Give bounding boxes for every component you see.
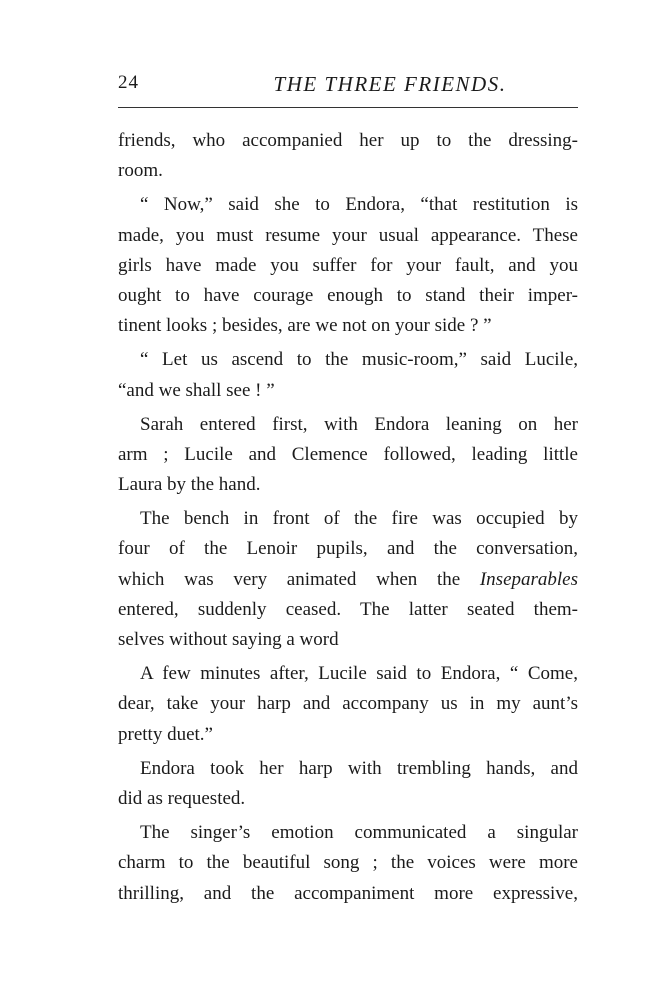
text-line: selves without saying a word bbox=[118, 629, 339, 650]
text-line: Endora took her harp with trembling hands, and bbox=[140, 757, 578, 779]
text-line: pretty duet.” bbox=[118, 723, 213, 745]
text-line: Laura by the hand. bbox=[118, 474, 261, 496]
paragraph bbox=[118, 754, 578, 814]
text-line: “and we shall see ! ” bbox=[118, 379, 275, 401]
text-line: “ Now,” said she to Endora, “that restitution is bbox=[140, 194, 578, 216]
text-line bbox=[118, 565, 578, 595]
page-number: 24 bbox=[118, 72, 139, 93]
text-line: room. bbox=[118, 160, 163, 182]
text-line: did as requested. bbox=[118, 787, 246, 809]
paragraph bbox=[118, 659, 578, 750]
text-line: entered, suddenly ceased. The latter seated them- bbox=[118, 598, 578, 620]
header-rule bbox=[118, 107, 578, 108]
running-title: THE THREE FRIENDS. bbox=[273, 72, 507, 96]
text-line: dear, take your harp and accompany us in my aunt’s bbox=[118, 693, 578, 715]
paragraph bbox=[118, 504, 578, 655]
paragraph bbox=[118, 126, 578, 186]
text-line: Sarah entered first, with Endora leaning on her bbox=[140, 413, 578, 435]
paragraph bbox=[118, 345, 578, 405]
text-line: tinent looks ; besides, are we not on your side ? ” bbox=[118, 315, 492, 337]
text-line: “ Let us ascend to the music-room,” said Lucile, bbox=[140, 349, 578, 371]
text-line: thrilling, and the accompaniment more expressive, bbox=[118, 882, 578, 904]
text-line: charm to the beautiful song ; the voices were more bbox=[118, 852, 578, 874]
running-head bbox=[118, 72, 578, 104]
text-line: arm ; Lucile and Clemence followed, leading little bbox=[118, 443, 578, 465]
text-line: A few minutes after, Lucile said to Endora, “ Come, bbox=[140, 663, 578, 685]
text-line: made, you must resume your usual appearance. These bbox=[118, 224, 578, 246]
text-line: girls have made you suffer for your fault, and you bbox=[118, 254, 578, 276]
body-text bbox=[118, 126, 578, 909]
text-line: friends, who accompanied her up to the dressing- bbox=[118, 130, 578, 151]
text-run: which was very animated when the bbox=[118, 568, 480, 590]
paragraph bbox=[118, 410, 578, 501]
italic-term: Inseparables bbox=[479, 568, 578, 590]
text-line: The singer’s emotion communicated a singular bbox=[140, 822, 578, 844]
paragraph bbox=[118, 818, 578, 909]
text-line: The bench in front of the fire was occupied by bbox=[140, 508, 578, 530]
paragraph bbox=[118, 190, 578, 341]
text-line: four of the Lenoir pupils, and the conversation, bbox=[118, 538, 578, 560]
text-line: ought to have courage enough to stand their imper- bbox=[118, 284, 578, 306]
